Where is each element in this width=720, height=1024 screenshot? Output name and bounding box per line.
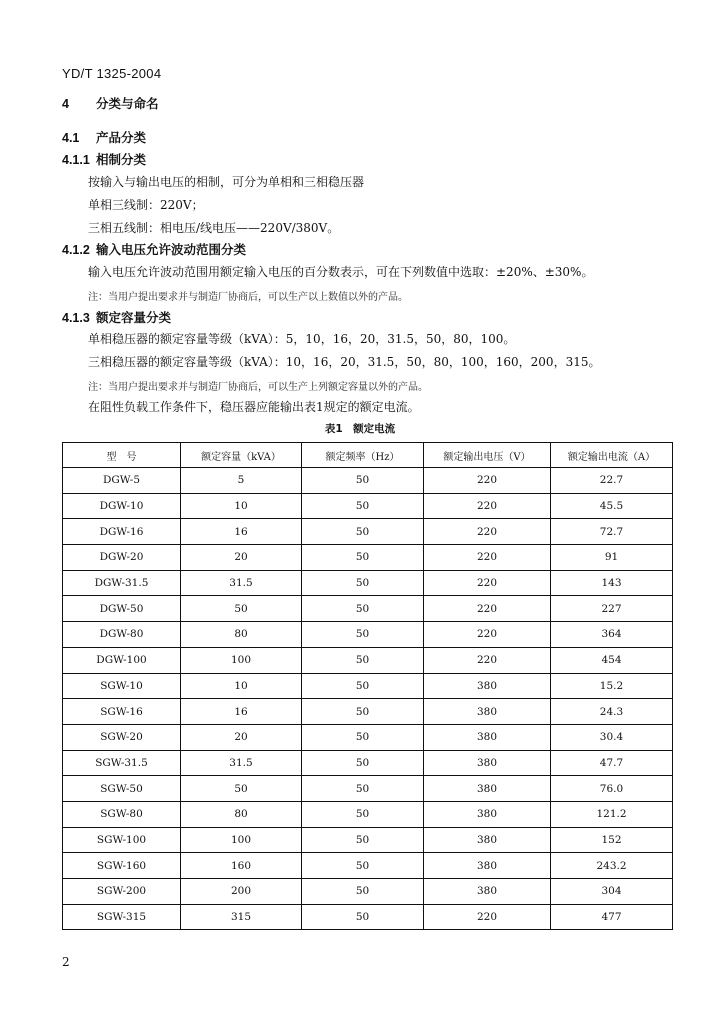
cell-current: 364 (551, 622, 673, 648)
cell-current: 22.7 (551, 468, 673, 494)
cell-capacity: 80 (181, 622, 302, 648)
cell-voltage: 380 (424, 750, 551, 776)
table-row (63, 724, 673, 750)
cell-model: SGW-10 (63, 673, 181, 699)
table-row (63, 801, 673, 827)
section-title: 产品分类 (96, 130, 147, 145)
cell-model: DGW-80 (63, 622, 181, 648)
cell-frequency: 50 (302, 724, 424, 750)
cell-frequency: 50 (302, 904, 424, 930)
table-row (63, 519, 673, 545)
cell-current: 72.7 (551, 519, 673, 545)
cell-model: SGW-315 (63, 904, 181, 930)
cell-voltage: 220 (424, 596, 551, 622)
section-title: 输入电压允许波动范围分类 (96, 242, 247, 257)
cell-current: 47.7 (551, 750, 673, 776)
cell-voltage: 220 (424, 468, 551, 494)
paragraph-single-phase-capacity: 单相稳压器的额定容量等级（kVA）：5，10，16，20，31.5，50，80，100。 (88, 332, 516, 346)
table-row (63, 570, 673, 596)
cell-current: 143 (551, 570, 673, 596)
cell-model: SGW-160 (63, 853, 181, 879)
cell-capacity: 10 (181, 673, 302, 699)
cell-model: DGW-16 (63, 519, 181, 545)
cell-current: 121.2 (551, 801, 673, 827)
cell-capacity: 50 (181, 776, 302, 802)
cell-capacity: 20 (181, 545, 302, 571)
table-row (63, 904, 673, 930)
table-row (63, 493, 673, 519)
cell-voltage: 220 (424, 519, 551, 545)
paragraph-rated-current: 在阻性负载工作条件下，稳压器应能输出表1规定的额定电流。 (88, 400, 420, 414)
table-row (63, 596, 673, 622)
cell-model: SGW-80 (63, 801, 181, 827)
cell-voltage: 220 (424, 570, 551, 596)
cell-current: 304 (551, 879, 673, 905)
section-number: 4.1.2 (62, 243, 90, 257)
cell-capacity: 31.5 (181, 570, 302, 596)
table-row (63, 673, 673, 699)
table-body (63, 468, 673, 930)
cell-capacity: 10 (181, 493, 302, 519)
section-title: 额定容量分类 (96, 310, 172, 325)
cell-current: 15.2 (551, 673, 673, 699)
rated-current-table (62, 442, 673, 930)
table-row (63, 750, 673, 776)
paragraph-voltage-range: 输入电压允许波动范围用额定输入电压的百分数表示，可在下列数值中选取：±20%、±30%。 (88, 265, 594, 279)
cell-capacity: 20 (181, 724, 302, 750)
table-row (63, 776, 673, 802)
cell-voltage: 220 (424, 904, 551, 930)
table-row (63, 545, 673, 571)
cell-current: 152 (551, 827, 673, 853)
cell-frequency: 50 (302, 493, 424, 519)
section-number: 4 (62, 97, 69, 111)
cell-voltage: 380 (424, 673, 551, 699)
standard-code: YD/T 1325-2004 (62, 66, 162, 81)
cell-capacity: 31.5 (181, 750, 302, 776)
cell-frequency: 50 (302, 596, 424, 622)
cell-voltage: 220 (424, 545, 551, 571)
table-row (63, 647, 673, 673)
cell-capacity: 16 (181, 699, 302, 725)
cell-frequency: 50 (302, 827, 424, 853)
cell-frequency: 50 (302, 750, 424, 776)
cell-capacity: 315 (181, 904, 302, 930)
section-number: 4.1 (62, 131, 80, 145)
cell-capacity: 50 (181, 596, 302, 622)
cell-model: SGW-20 (63, 724, 181, 750)
cell-voltage: 220 (424, 622, 551, 648)
cell-voltage: 380 (424, 801, 551, 827)
cell-voltage: 380 (424, 724, 551, 750)
cell-model: SGW-200 (63, 879, 181, 905)
cell-current: 227 (551, 596, 673, 622)
table-header-row (63, 443, 673, 468)
table-row (63, 622, 673, 648)
cell-voltage: 380 (424, 776, 551, 802)
cell-capacity: 200 (181, 879, 302, 905)
cell-frequency: 50 (302, 699, 424, 725)
header-rated-output-current: 额定输出电流（A） (551, 443, 673, 468)
cell-frequency: 50 (302, 570, 424, 596)
section-title: 相制分类 (96, 152, 147, 167)
cell-model: DGW-5 (63, 468, 181, 494)
page-number: 2 (62, 955, 70, 969)
cell-current: 76.0 (551, 776, 673, 802)
cell-frequency: 50 (302, 647, 424, 673)
cell-capacity: 100 (181, 827, 302, 853)
cell-model: DGW-100 (63, 647, 181, 673)
section-4-1-2-heading (62, 240, 246, 258)
header-model: 型 号 (63, 443, 181, 468)
cell-current: 30.4 (551, 724, 673, 750)
cell-current: 243.2 (551, 853, 673, 879)
table-row (63, 468, 673, 494)
cell-frequency: 50 (302, 853, 424, 879)
table-row (63, 827, 673, 853)
cell-model: DGW-31.5 (63, 570, 181, 596)
paragraph-three-phase-capacity: 三相稳压器的额定容量等级（kVA）：10，16，20，31.5，50，80，100，160，200，315。 (88, 355, 601, 369)
table-row (63, 699, 673, 725)
cell-current: 45.5 (551, 493, 673, 519)
cell-current: 24.3 (551, 699, 673, 725)
cell-frequency: 50 (302, 622, 424, 648)
cell-frequency: 50 (302, 519, 424, 545)
cell-capacity: 5 (181, 468, 302, 494)
cell-voltage: 380 (424, 853, 551, 879)
cell-current: 454 (551, 647, 673, 673)
cell-voltage: 380 (424, 879, 551, 905)
section-number: 4.1.1 (62, 153, 90, 167)
cell-model: DGW-10 (63, 493, 181, 519)
cell-model: DGW-50 (63, 596, 181, 622)
cell-model: SGW-50 (63, 776, 181, 802)
section-number: 4.1.3 (62, 311, 90, 325)
cell-capacity: 160 (181, 853, 302, 879)
cell-voltage: 380 (424, 827, 551, 853)
cell-frequency: 50 (302, 468, 424, 494)
note-voltage-range: 注：当用户提出要求并与制造厂协商后，可以生产以上数值以外的产品。 (88, 292, 408, 303)
cell-frequency: 50 (302, 545, 424, 571)
header-rated-output-voltage: 额定输出电压（V） (424, 443, 551, 468)
paragraph-three-phase: 三相五线制：相电压/线电压——220V/380V。 (88, 221, 340, 235)
cell-current: 477 (551, 904, 673, 930)
section-4-heading (62, 94, 159, 112)
cell-voltage: 220 (424, 647, 551, 673)
table-row (63, 879, 673, 905)
cell-model: SGW-16 (63, 699, 181, 725)
cell-frequency: 50 (302, 801, 424, 827)
section-4-1-3-heading (62, 308, 171, 326)
note-capacity: 注：当用户提出要求并与制造厂协商后，可以生产上列额定容量以外的产品。 (88, 382, 428, 393)
cell-voltage: 220 (424, 493, 551, 519)
cell-capacity: 100 (181, 647, 302, 673)
cell-capacity: 16 (181, 519, 302, 545)
cell-frequency: 50 (302, 776, 424, 802)
section-4-1-1-heading (62, 150, 146, 168)
paragraph-phase-system: 按输入与输出电压的相制，可分为单相和三相稳压器 (88, 175, 365, 189)
cell-model: SGW-31.5 (63, 750, 181, 776)
table-caption: 表1 额定电流 (324, 423, 396, 435)
section-title: 分类与命名 (96, 96, 159, 111)
cell-model: SGW-100 (63, 827, 181, 853)
cell-capacity: 80 (181, 801, 302, 827)
header-rated-capacity: 额定容量（kVA） (181, 443, 302, 468)
header-rated-frequency: 额定频率（Hz） (302, 443, 424, 468)
cell-frequency: 50 (302, 673, 424, 699)
section-4-1-heading (62, 128, 146, 146)
cell-voltage: 380 (424, 699, 551, 725)
paragraph-single-phase: 单相三线制：220V； (88, 198, 204, 212)
cell-frequency: 50 (302, 879, 424, 905)
table-row (63, 853, 673, 879)
cell-current: 91 (551, 545, 673, 571)
cell-model: DGW-20 (63, 545, 181, 571)
